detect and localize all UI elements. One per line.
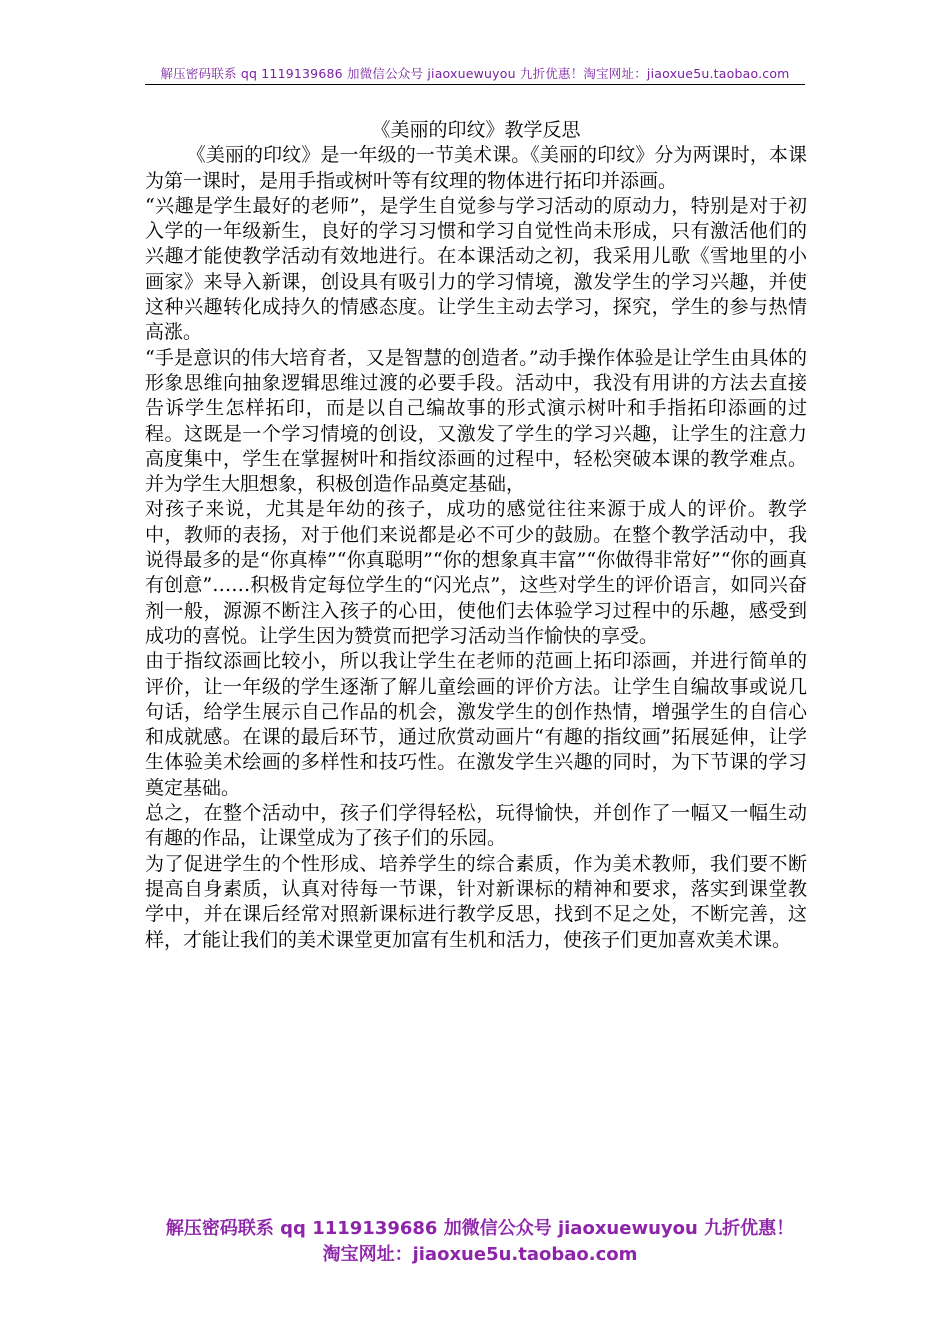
paragraph-intro: 《美丽的印纹》是一年级的一节美术课。《美丽的印纹》分为两课时，本课为第一课时，是用手指或树叶等有纹理的物体进行拓印并添画。: [145, 144, 807, 192]
paragraph-evaluation: 对孩子来说，尤其是年幼的孩子，成功的感觉往往来源于成人的评价。教学中，教师的表扬，对于他们来说都是必不可少的鼓励。在整个教学活动中，我说得最多的是“你真棒”“你真聪明”“你的想象真丰富”“你做得非常好”“你的画真有创意”……积极肯定每位学生的“闪光点”，这些对学生的评价语言，如同兴奋剂一般，源源不断注入孩子的心田，使他们去体验学习过程中的乐趣，感受到成功的喜悦。让学生因为赞赏而把学习活动当作愉快的享受。: [145, 498, 807, 647]
paragraph-summary: 总之，在整个活动中，孩子们学得轻松，玩得愉快，并创作了一幅又一幅生动有趣的作品，让课堂成为了孩子们的乐园。: [145, 802, 807, 850]
page-footer: [120, 1216, 840, 1268]
footer-line-shop: 淘宝网址：jiaoxue5u.taobao.com: [322, 1244, 638, 1265]
paragraph-conclusion: 为了促进学生的个性形成、培养学生的综合素质，作为美术教师，我们要不断提高自身素质，认真对待每一节课，针对新课标的精神和要求，落实到课堂教学中，并在课后经常对照新课标进行教学反思，找到不足之处，不断完善，这样，才能让我们的美术课堂更加富有生机和活力，使孩子们更加喜欢美术课。: [145, 852, 807, 951]
paragraph-hands-on: “手是意识的伟大培育者，又是智慧的创造者。”动手操作体验是让学生由具体的形象思维向抽象逻辑思维过渡的必要手段。活动中，我没有用讲的方法去直接告诉学生怎样拓印，而是以自己编故事的形式演示树叶和手指拓印添画的过程。这既是一个学习情境的创设，又激发了学生的学习兴趣，让学生的注意力高度集中，学生在掌握树叶和指纹添画的过程中，轻松突破本课的教学难点。并为学生大胆想象，积极创造作品奠定基础，: [145, 346, 807, 496]
header-divider: [145, 84, 805, 85]
page-header: 解压密码联系 qq 1119139686 加微信公众号 jiaoxuewuyou 九折优惠！淘宝网址：jiaoxue5u.taobao.com: [160, 66, 790, 81]
document-body: [145, 118, 807, 953]
footer-line-contact: 解压密码联系 qq 1119139686 加微信公众号 jiaoxuewuyou 九折优惠！: [165, 1218, 795, 1239]
document-title: 《美丽的印纹》教学反思: [371, 119, 581, 141]
paragraph-interest: “兴趣是学生最好的老师”，是学生自觉参与学习活动的原动力，特别是对于初入学的一年级新生，良好的学习习惯和学习自觉性尚未形成，只有激活他们的兴趣才能使教学活动有效地进行。在本课活动之初，我采用儿歌《雪地里的小画家》来导入新课，创设具有吸引力的学习情境，激发学生的学习兴趣，并使这种兴趣转化成持久的情感态度。让学生主动去学习，探究，学生的参与热情高涨。: [145, 194, 807, 344]
paragraph-fingerprint: 由于指纹添画比较小，所以我让学生在老师的范画上拓印添画，并进行简单的评价，让一年级的学生逐渐了解儿童绘画的评价方法。让学生自编故事或说几句话，给学生展示自己作品的机会，激发学生的创作热情，增强学生的自信心和成就感。在课的最后环节，通过欣赏动画片“有趣的指纹画”拓展延伸，让学生体验美术绘画的多样性和技巧性。在激发学生兴趣的同时，为下节课的学习奠定基础。: [145, 650, 807, 799]
